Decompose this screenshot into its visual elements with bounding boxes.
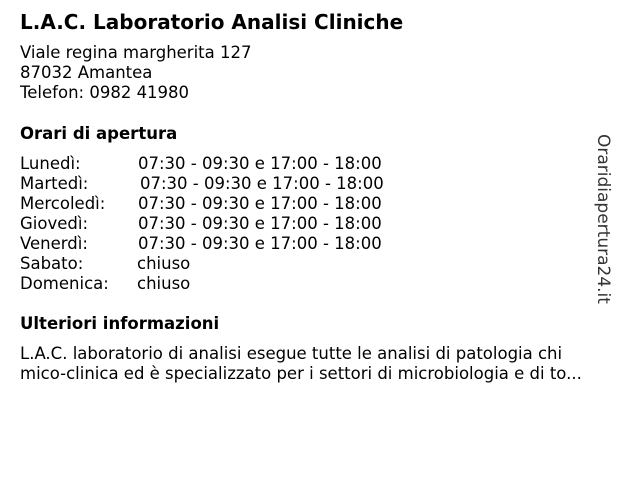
day-label: Martedì:: [20, 174, 89, 193]
further-info-heading: Ulteriori informazioni: [20, 314, 220, 333]
further-info-text: [20, 344, 620, 384]
watermark-link[interactable]: [593, 134, 640, 310]
day-label: Lunedì:: [20, 154, 81, 173]
opening-hours-heading: Orari di apertura: [20, 124, 178, 143]
time-value: 07:30 - 09:30 e 17:00 - 18:00: [140, 174, 384, 193]
day-label: Domenica:: [20, 274, 109, 293]
time-value: chiuso: [137, 254, 191, 273]
day-label: Venerdì:: [20, 234, 88, 253]
time-value: chiuso: [137, 274, 191, 293]
time-value: 07:30 - 09:30 e 17:00 - 18:00: [138, 234, 382, 253]
day-label: Giovedì:: [20, 214, 88, 233]
address-block: [20, 43, 252, 103]
street-address: Viale regina margherita 127: [20, 43, 252, 62]
page-title: L.A.C. Laboratorio Analisi Cliniche: [20, 10, 404, 34]
time-value: 07:30 - 09:30 e 17:00 - 18:00: [138, 194, 382, 213]
city-address: 87032 Amantea: [20, 63, 153, 82]
day-label: Sabato:: [20, 254, 84, 273]
time-value: 07:30 - 09:30 e 17:00 - 18:00: [138, 154, 382, 173]
info-line-2: mico-clinica ed è specializzato per i settori di microbiologia e di to...: [20, 364, 582, 383]
phone-number: Telefon: 0982 41980: [20, 83, 190, 102]
watermark-text: Oraridiapertura24.it: [593, 134, 613, 304]
info-line-1: L.A.C. laboratorio di analisi esegue tutte le analisi di patologia chi: [20, 344, 563, 363]
day-label: Mercoledì:: [20, 194, 106, 213]
time-value: 07:30 - 09:30 e 17:00 - 18:00: [138, 214, 382, 233]
